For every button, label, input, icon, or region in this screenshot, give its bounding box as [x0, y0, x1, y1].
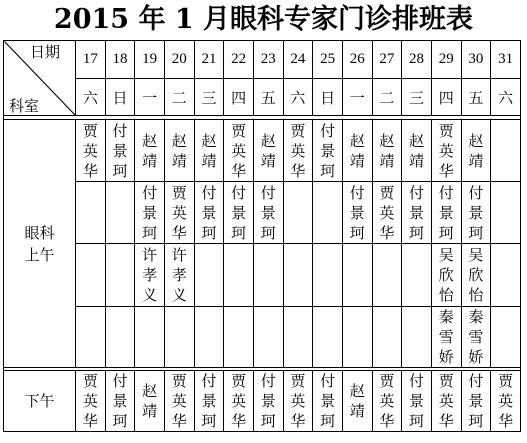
department-label: 眼科 — [24, 223, 55, 242]
morning-label-cell — [4, 120, 76, 368]
schedule-cell — [194, 371, 224, 432]
doctor-name: 贾英华 — [171, 183, 187, 242]
schedule-cell — [372, 307, 402, 368]
date-header-row — [4, 41, 521, 79]
schedule-cell — [224, 307, 254, 368]
schedule-cell — [224, 244, 254, 307]
schedule-cell — [431, 182, 461, 244]
schedule-cell — [253, 307, 283, 368]
doctor-name: 贾英华 — [498, 372, 514, 430]
schedule-cell — [342, 120, 372, 182]
doctor-name: 付景珂 — [320, 121, 336, 180]
doctor-name: 付景珂 — [201, 372, 217, 430]
doctor-name: 吴欣怡 — [468, 246, 484, 304]
doctor-name: 贾英华 — [82, 372, 98, 430]
page-title: 2015 年 1 月眼科专家门诊排班表 — [53, 4, 474, 35]
weekday-cell: 六 — [491, 79, 521, 116]
date-cell: 17 — [76, 41, 106, 79]
schedule-cell — [461, 371, 491, 432]
schedule-cell — [431, 371, 461, 432]
schedule-cell — [283, 182, 313, 244]
weekday-cell: 日 — [105, 79, 135, 116]
schedule-cell — [194, 244, 224, 307]
doctor-name: 赵靖 — [142, 382, 158, 420]
date-axis-label: 日期 — [29, 43, 60, 61]
schedule-cell — [372, 182, 402, 244]
schedule-cell — [491, 182, 521, 244]
doctor-name: 赵靖 — [409, 131, 425, 170]
schedule-cell — [224, 371, 254, 432]
weekday-cell: 六 — [283, 79, 313, 116]
morning-row — [4, 307, 521, 368]
doctor-name: 赵靖 — [349, 131, 365, 170]
schedule-table — [3, 40, 521, 432]
date-cell: 24 — [283, 41, 313, 79]
doctor-name: 赵靖 — [379, 131, 395, 170]
weekday-cell: 一 — [342, 79, 372, 116]
doctor-name: 付景珂 — [409, 372, 425, 430]
doctor-name: 秦雪娇 — [468, 308, 484, 366]
schedule-cell — [491, 120, 521, 182]
afternoon-session-label: 下午 — [24, 392, 55, 410]
doctor-name: 赵靖 — [201, 131, 217, 170]
schedule-cell — [402, 120, 432, 182]
schedule-cell — [164, 244, 194, 307]
doctor-name: 贾英华 — [379, 183, 395, 242]
morning-row — [4, 244, 521, 307]
schedule-cell — [76, 307, 106, 368]
schedule-cell — [283, 307, 313, 368]
schedule-cell — [342, 307, 372, 368]
schedule-cell — [461, 307, 491, 368]
schedule-cell — [313, 307, 343, 368]
schedule-cell — [164, 182, 194, 244]
schedule-cell — [372, 371, 402, 432]
department-axis-label: 科室 — [9, 97, 40, 115]
schedule-cell — [105, 307, 135, 368]
date-cell: 22 — [224, 41, 254, 79]
date-cell: 28 — [402, 41, 432, 79]
doctor-name: 贾英华 — [438, 121, 454, 180]
doctor-name: 吴欣怡 — [438, 246, 454, 304]
schedule-cell — [164, 307, 194, 368]
schedule-cell — [135, 371, 165, 432]
schedule-cell — [283, 371, 313, 432]
doctor-name: 赵靖 — [468, 131, 484, 170]
date-cell: 30 — [461, 41, 491, 79]
doctor-name: 许孝义 — [142, 246, 158, 304]
schedule-cell — [253, 371, 283, 432]
doctor-name: 贾英华 — [379, 372, 395, 430]
schedule-cell — [342, 182, 372, 244]
doctor-name: 付景珂 — [112, 372, 128, 430]
doctor-name: 贾英华 — [82, 121, 98, 180]
schedule-cell — [105, 371, 135, 432]
schedule-cell — [402, 244, 432, 307]
schedule-cell — [461, 182, 491, 244]
schedule-cell — [135, 182, 165, 244]
schedule-cell — [402, 371, 432, 432]
date-cell: 25 — [313, 41, 343, 79]
weekday-cell: 六 — [76, 79, 106, 116]
schedule-cell — [135, 120, 165, 182]
date-cell: 21 — [194, 41, 224, 79]
doctor-name: 付景珂 — [112, 121, 128, 180]
doctor-name: 贾英华 — [438, 372, 454, 430]
schedule-cell — [253, 182, 283, 244]
doctor-name: 贾英华 — [231, 372, 247, 430]
afternoon-row — [4, 371, 521, 432]
schedule-cell — [313, 120, 343, 182]
schedule-cell — [313, 371, 343, 432]
schedule-cell — [194, 120, 224, 182]
doctor-name: 许孝义 — [171, 246, 187, 304]
doctor-name: 赵靖 — [349, 382, 365, 420]
schedule-cell — [461, 244, 491, 307]
schedule-cell — [313, 244, 343, 307]
schedule-cell — [253, 244, 283, 307]
doctor-name: 付景珂 — [260, 372, 276, 430]
doctor-name: 贾英华 — [290, 121, 306, 180]
weekday-cell: 三 — [194, 79, 224, 116]
schedule-cell — [491, 371, 521, 432]
doctor-name: 秦雪娇 — [438, 308, 454, 366]
schedule-cell — [105, 244, 135, 307]
schedule-cell — [253, 120, 283, 182]
schedule-cell — [76, 244, 106, 307]
date-cell: 29 — [431, 41, 461, 79]
weekday-cell: 三 — [402, 79, 432, 116]
weekday-cell: 二 — [372, 79, 402, 116]
weekday-cell: 一 — [135, 79, 165, 116]
doctor-name: 贾英华 — [290, 372, 306, 430]
date-cell: 27 — [372, 41, 402, 79]
schedule-cell — [491, 307, 521, 368]
morning-row — [4, 120, 521, 182]
schedule-cell — [402, 307, 432, 368]
date-cell: 26 — [342, 41, 372, 79]
schedule-cell — [76, 182, 106, 244]
weekday-cell: 四 — [224, 79, 254, 116]
schedule-cell — [431, 244, 461, 307]
doctor-name: 付景珂 — [231, 183, 247, 242]
date-cell: 20 — [164, 41, 194, 79]
schedule-cell — [164, 120, 194, 182]
date-cell: 31 — [491, 41, 521, 79]
doctor-name: 付景珂 — [349, 183, 365, 242]
schedule-cell — [283, 120, 313, 182]
doctor-name: 赵靖 — [171, 131, 187, 170]
doctor-name: 付景珂 — [438, 183, 454, 242]
morning-session-label: 上午 — [24, 245, 55, 264]
doctor-name: 付景珂 — [468, 372, 484, 430]
doctor-name: 付景珂 — [142, 183, 158, 242]
schedule-cell — [194, 182, 224, 244]
schedule-cell — [342, 371, 372, 432]
doctor-name: 贾英华 — [231, 121, 247, 180]
schedule-cell — [105, 120, 135, 182]
schedule-cell — [194, 307, 224, 368]
schedule-cell — [372, 120, 402, 182]
schedule-cell — [402, 182, 432, 244]
schedule-cell — [76, 120, 106, 182]
weekday-cell: 四 — [431, 79, 461, 116]
diagonal-divider — [4, 41, 75, 115]
schedule-cell — [313, 182, 343, 244]
weekday-cell: 五 — [253, 79, 283, 116]
morning-row — [4, 182, 521, 244]
schedule-cell — [135, 307, 165, 368]
schedule-cell — [164, 371, 194, 432]
weekday-header-row — [4, 79, 521, 116]
schedule-cell — [431, 307, 461, 368]
schedule-cell — [491, 244, 521, 307]
schedule-cell — [105, 182, 135, 244]
afternoon-label-cell — [4, 371, 76, 432]
schedule-cell — [431, 120, 461, 182]
doctor-name: 赵靖 — [260, 131, 276, 170]
doctor-name: 付景珂 — [468, 183, 484, 242]
weekday-cell: 二 — [164, 79, 194, 116]
schedule-cell — [76, 371, 106, 432]
date-cell: 23 — [253, 41, 283, 79]
weekday-cell: 日 — [313, 79, 343, 116]
schedule-cell — [283, 244, 313, 307]
doctor-name: 贾英华 — [171, 372, 187, 430]
date-cell: 19 — [135, 41, 165, 79]
corner-header-cell — [4, 41, 76, 116]
schedule-cell — [224, 182, 254, 244]
schedule-cell — [224, 120, 254, 182]
schedule-cell — [342, 244, 372, 307]
schedule-cell — [372, 244, 402, 307]
doctor-name: 付景珂 — [260, 183, 276, 242]
doctor-name: 付景珂 — [320, 372, 336, 430]
doctor-name: 赵靖 — [142, 131, 158, 170]
weekday-cell: 五 — [461, 79, 491, 116]
schedule-cell — [461, 120, 491, 182]
doctor-name: 付景珂 — [201, 183, 217, 242]
schedule-cell — [135, 244, 165, 307]
doctor-name: 付景珂 — [409, 183, 425, 242]
date-cell: 18 — [105, 41, 135, 79]
